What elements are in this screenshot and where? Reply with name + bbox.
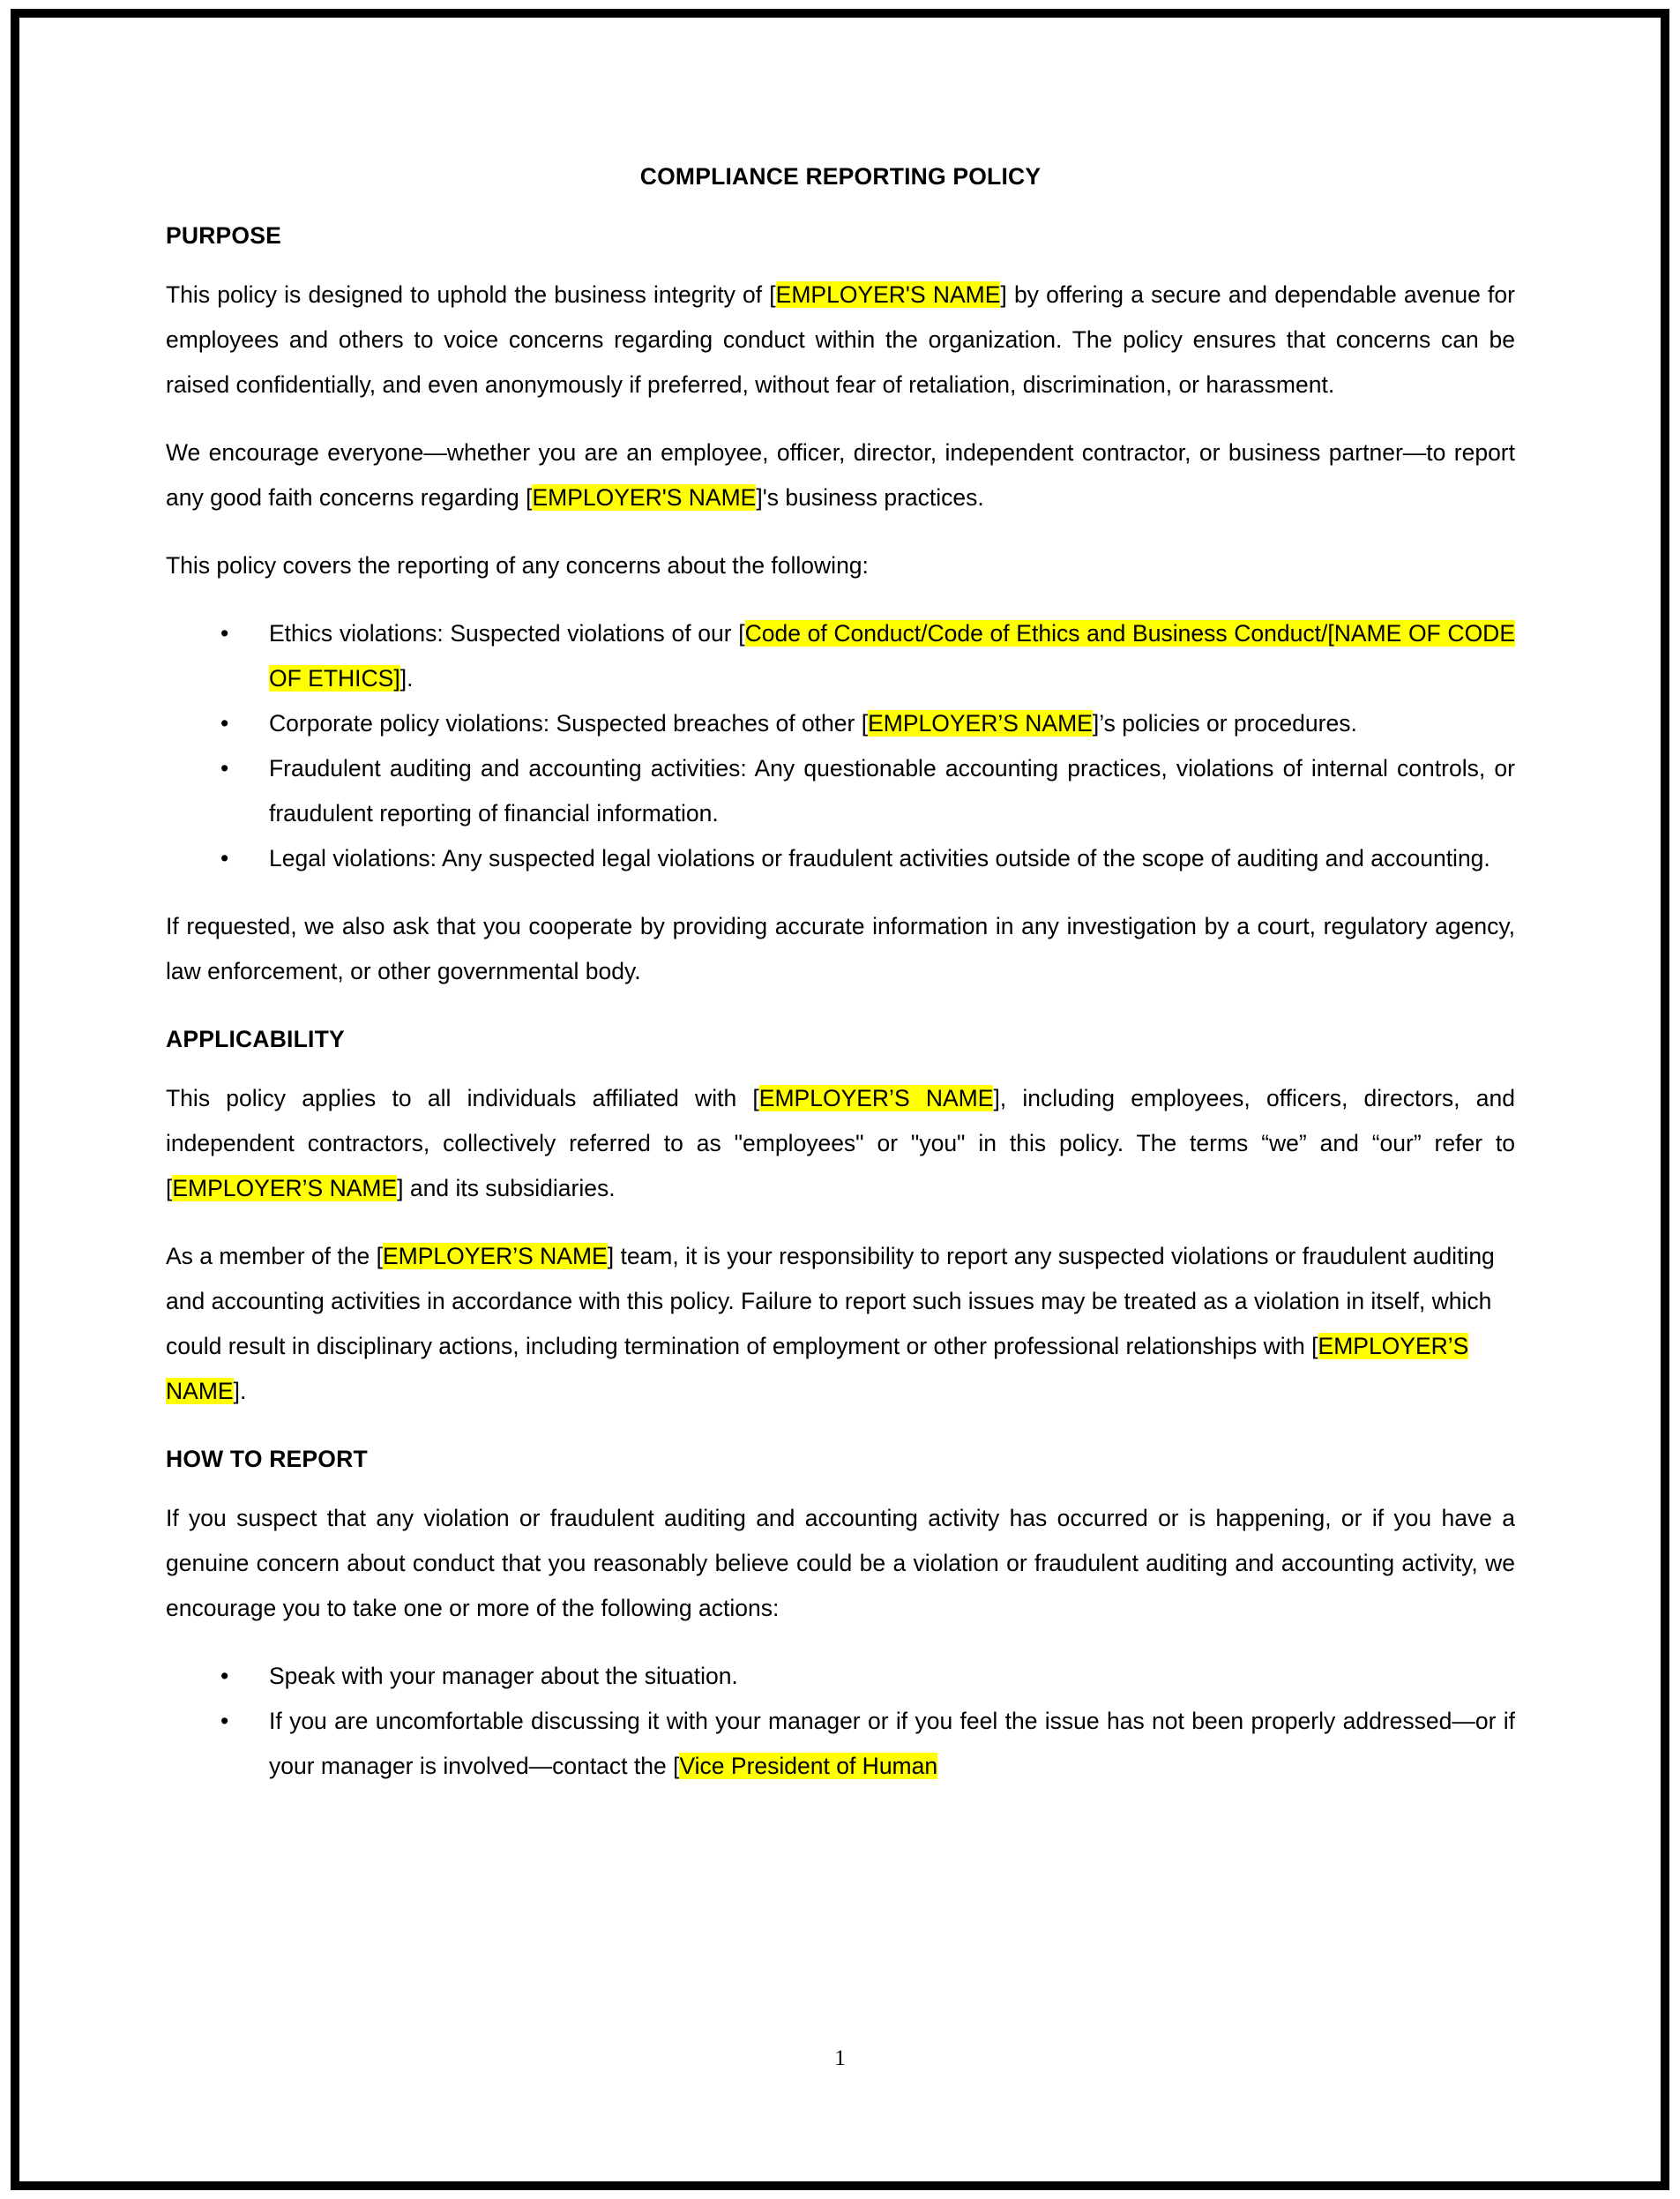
text-run: Corporate policy violations: Suspected breaches of other [ <box>269 710 869 737</box>
text-run: ] by offering a secure and dependable avenue for employees and others to voice concerns regarding conduct within the organization. The policy ensures that concerns can be raised confidentially, and even anonymously if preferred, without fear of retaliation, discrimination, or harassment. <box>166 281 1515 398</box>
purpose-bullet-list <box>166 588 1515 881</box>
highlight-employer-name: EMPLOYER’S NAME <box>868 710 1093 737</box>
text-run: ]’s policies or procedures. <box>1092 710 1357 737</box>
purpose-paragraph-2 <box>166 408 1515 520</box>
text-run: We encourage everyone—whether you are an employee, officer, director, independent contractor, or business partner—to report any good faith concerns regarding [ <box>166 439 1515 511</box>
purpose-paragraph-3: This policy covers the reporting of any concerns about the following: <box>166 552 869 579</box>
list-item <box>166 836 1515 881</box>
text-run: ] team, it is your responsibility to report any suspected violations or fraudulent auditing and accounting activities in accordance with this policy. Failure to report such issues may be treated as a violation in itself, which could result in disciplinary actions, including termination of employment or other professional relationships with [ <box>166 1243 1495 1359</box>
applicability-paragraph-2 <box>166 1211 1515 1414</box>
bullet-icon: • <box>220 755 229 782</box>
text-run: This policy is designed to uphold the business integrity of [ <box>166 281 776 308</box>
list-item <box>166 1699 1515 1789</box>
section-heading-purpose: PURPOSE <box>166 222 281 249</box>
text-run: Ethics violations: Suspected violations of our [ <box>269 620 745 647</box>
page-title: COMPLIANCE REPORTING POLICY <box>639 163 1042 190</box>
text-run: ], including employees, officers, directors, and independent contractors, collectively referred to as "employees" or "you" in this policy. The terms “we” and “our” refer to [ <box>166 1085 1515 1201</box>
text-run: As a member of the [ <box>166 1243 383 1269</box>
highlight-employer-name: EMPLOYER’S NAME <box>382 1243 608 1269</box>
list-item <box>166 746 1515 836</box>
highlight-employer-name: EMPLOYER’S NAME <box>166 1333 1469 1404</box>
purpose-paragraph-4: If requested, we also ask that you cooperate by providing accurate information in any investigation by a court, regulatory agency, law enforcement, or other governmental body. <box>166 913 1515 984</box>
applicability-paragraph-1 <box>166 1053 1515 1211</box>
text-run: Speak with your manager about the situation. <box>269 1663 738 1689</box>
highlight-code-of-ethics: Code of Conduct/Code of Ethics and Business Conduct/[NAME OF CODE OF ETHICS] <box>269 620 1515 692</box>
list-item <box>166 611 1515 701</box>
text-run: If you are uncomfortable discussing it with your manager or if you feel the issue has not been properly addressed—or if your manager is involved—contact the [ <box>269 1708 1515 1779</box>
text-run: Legal violations: Any suspected legal violations or fraudulent activities outside of the scope of auditing and accounting. <box>269 845 1490 871</box>
bullet-icon: • <box>220 1663 229 1689</box>
section-heading-applicability: APPLICABILITY <box>166 1026 345 1052</box>
list-item <box>166 701 1515 746</box>
text-run: This policy applies to all individuals affiliated with [ <box>166 1085 759 1111</box>
page-number: 1 <box>834 2046 846 2070</box>
text-run: ]. <box>233 1378 247 1404</box>
bullet-icon: • <box>220 845 229 871</box>
how-to-report-paragraph-1: If you suspect that any violation or fraudulent auditing and accounting activity has occurred or is happening, or if you have a genuine concern about conduct that you reasonably believe could be a violation or fraudulent auditing and accounting activity, we encourage you to take one or more of the following actions: <box>166 1505 1515 1621</box>
how-to-report-bullet-list <box>166 1631 1515 1789</box>
text-run: ]. <box>399 665 414 692</box>
bullet-icon: • <box>220 1708 229 1734</box>
purpose-paragraph-1 <box>166 250 1515 408</box>
bullet-icon: • <box>220 620 229 647</box>
highlight-vice-president-of-human: Vice President of Human <box>679 1753 938 1779</box>
document-content <box>166 0 1515 1789</box>
text-run: Fraudulent auditing and accounting activities: Any questionable accounting practices, violations of internal controls, or fraudulent reporting of financial information. <box>269 755 1515 826</box>
highlight-employer-name: EMPLOYER'S NAME <box>775 281 1001 308</box>
section-heading-how-to-report: HOW TO REPORT <box>166 1446 368 1472</box>
bullet-icon: • <box>220 710 229 737</box>
text-run: ]'s business practices. <box>756 484 984 511</box>
highlight-employer-name: EMPLOYER'S NAME <box>532 484 757 511</box>
list-item <box>166 1654 1515 1699</box>
highlight-employer-name: EMPLOYER’S NAME <box>172 1175 398 1201</box>
highlight-employer-name: EMPLOYER’S NAME <box>758 1085 994 1111</box>
text-run: ] and its subsidiaries. <box>397 1175 616 1201</box>
